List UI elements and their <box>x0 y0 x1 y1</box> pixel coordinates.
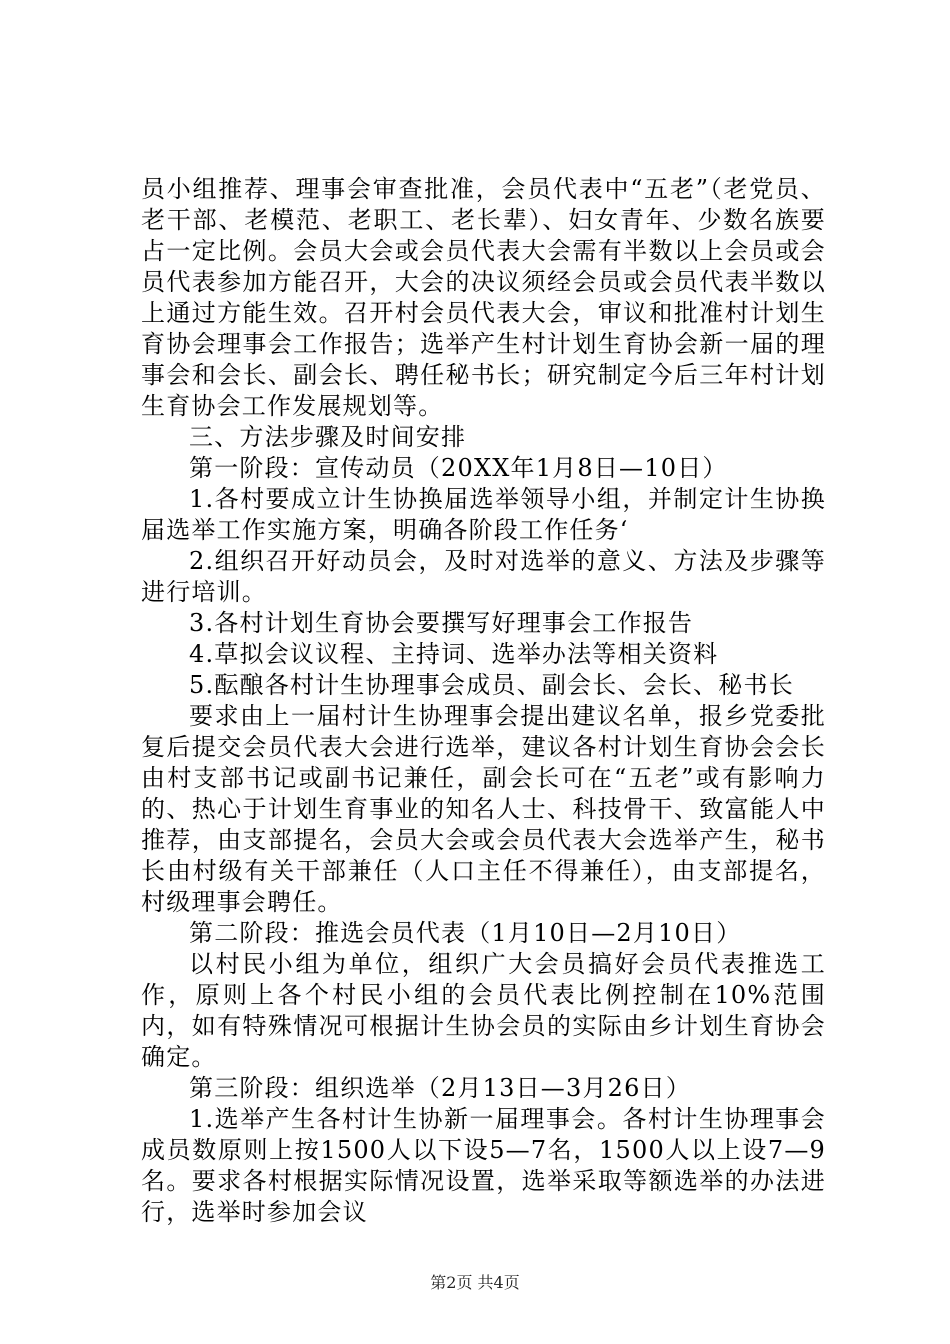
paragraph-continued: 员小组推荐、理事会审查批准，会员代表中“五老”（老党员、老干部、老模范、老职工、老长辈）、妇女青年、少数名族要占一定比例。会员大会或会员代表大会需有半数以上会员或会员代表参加方能召开，大会的决议须经会员或会员代表半数以上通过方能生效。召开村会员代表大会，审议和批准村计划生育协会理事会工作报告；选举产生村计划生育协会新一届的理事会和会长、副会长、聘任秘书长；研究制定今后三年村计划生育协会工作发展规划等。 <box>141 175 826 420</box>
stage-three-heading: 第三阶段：组织选举（2月13日—3月26日） <box>189 1074 692 1102</box>
list-item-1: 1.各村要成立计生协换届选举领导小组，并制定计生协换届选举工作实施方案，明确各阶段工作任务‘ <box>141 485 826 544</box>
list-item-5: 5.酝酿各村计生协理事会成员、副会长、会长、秘书长 <box>189 671 794 699</box>
requirements-paragraph: 要求由上一届村计生协理事会提出建议名单，报乡党委批复后提交会员代表大会进行选举，建议各村计划生育协会会长由村支部书记或副书记兼任，副会长可在“五老”或有影响力的、热心于计划生育事业的知名人士、科技骨干、致富能人中推荐，由支部提名，会员大会或会员代表大会选举产生，秘书长由村级有关干部兼任（人口主任不得兼任），由支部提名，村级理事会聘任。 <box>141 702 826 916</box>
page-footer: 第2页 共4页 <box>430 1273 520 1292</box>
document-body <box>141 174 826 1228</box>
list-item-2: 2.组织召开好动员会，及时对选举的意义、方法及步骤等进行培训。 <box>141 547 826 606</box>
list-item-3: 3.各村计划生育协会要撰写好理事会工作报告 <box>189 609 694 637</box>
stage-one-heading: 第一阶段：宣传动员（20XX年1月8日—10日） <box>189 454 728 482</box>
list-item-4: 4.草拟会议议程、主持词、选举办法等相关资料 <box>189 640 719 668</box>
section-heading-methods: 三、方法步骤及时间安排 <box>189 423 467 451</box>
stage-three-item-1: 1.选举产生各村计生协新一届理事会。各村计生协理事会成员数原则上按1500人以下设5—7名，1500人以上设7—9名。要求各村根据实际情况设置，选举采取等额选举的办法进行，选举时参加会议 <box>141 1105 826 1226</box>
stage-two-heading: 第二阶段：推选会员代表（1月10日—2月10日） <box>189 919 742 947</box>
stage-two-paragraph: 以村民小组为单位，组织广大会员搞好会员代表推选工作，原则上各个村民小组的会员代表比例控制在10%范围内，如有特殊情况可根据计生协会员的实际由乡计划生育协会确定。 <box>141 950 826 1071</box>
